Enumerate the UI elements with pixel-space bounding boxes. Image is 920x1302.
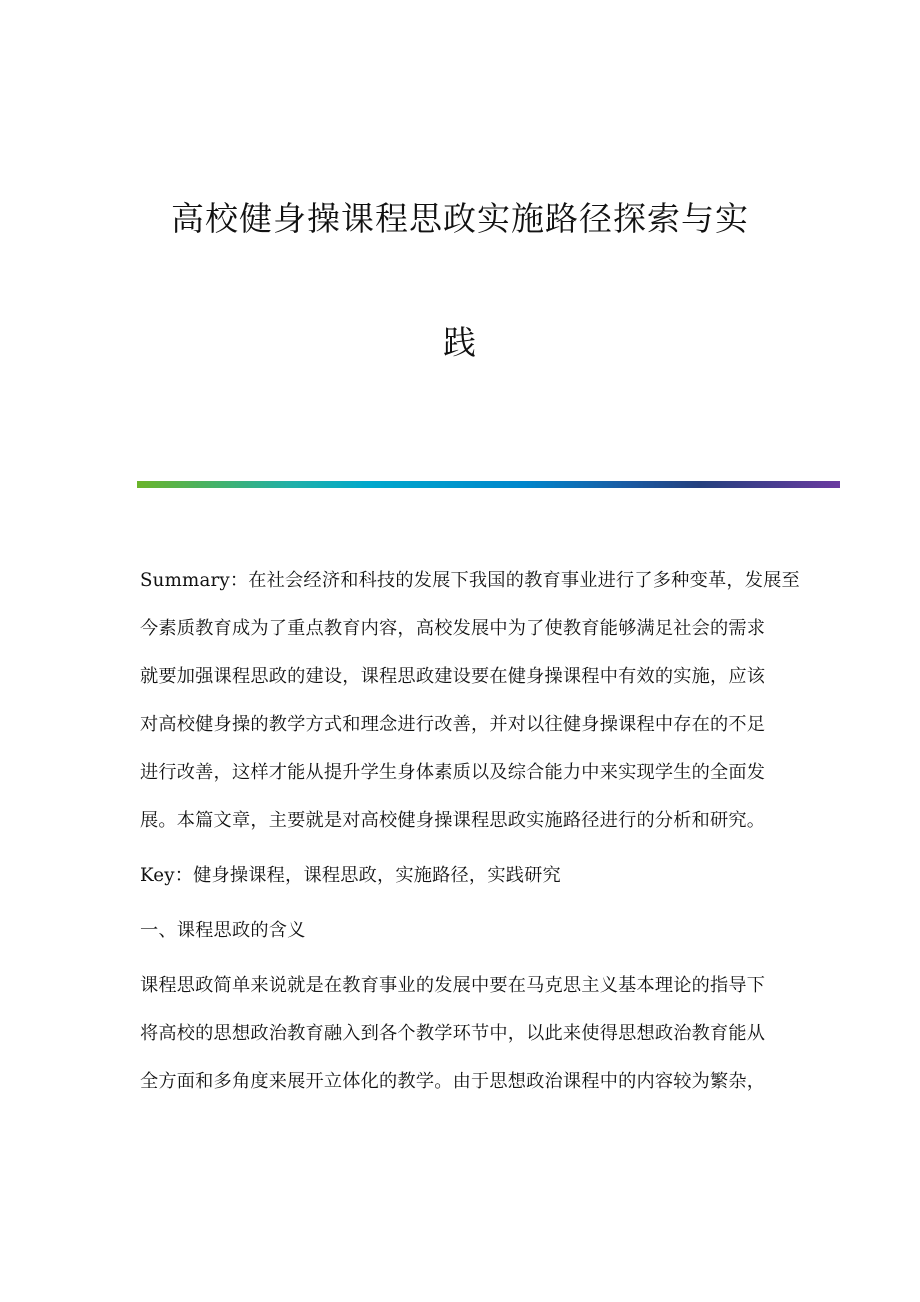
gradient-divider bbox=[137, 481, 840, 488]
section-heading: 一、课程思政的含义 bbox=[140, 920, 306, 941]
summary-line: 今素质教育成为了重点教育内容，高校发展中为了使教育能够满足社会的需求 bbox=[140, 618, 766, 639]
summary-line: 展。本篇文章，主要就是对高校健身操课程思政实施路径进行的分析和研究。 bbox=[140, 810, 766, 831]
summary-line: 就要加强课程思政的建设，课程思政建设要在健身操课程中有效的实施，应该 bbox=[140, 666, 766, 687]
body-line: 课程思政简单来说就是在教育事业的发展中要在马克思主义基本理论的指导下 bbox=[140, 975, 766, 996]
document-title-line-1: 高校健身操课程思政实施路径探索与实 bbox=[171, 199, 749, 238]
body-line: 将高校的思想政治教育融入到各个教学环节中，以此来使得思想政治教育能从 bbox=[140, 1023, 766, 1044]
summary-line: Summary：在社会经济和科技的发展下我国的教育事业进行了多种变革，发展至 bbox=[140, 570, 800, 591]
body-line: 全方面和多角度来展开立体化的教学。由于思想政治课程中的内容较为繁杂， bbox=[140, 1071, 766, 1092]
summary-line: 进行改善，这样才能从提升学生身体素质以及综合能力中来实现学生的全面发 bbox=[140, 762, 766, 783]
keywords: Key：健身操课程，课程思政，实施路径，实践研究 bbox=[140, 865, 561, 886]
document-title-line-2: 践 bbox=[443, 323, 477, 362]
summary-line: 对高校健身操的教学方式和理念进行改善，并对以往健身操课程中存在的不足 bbox=[140, 714, 766, 735]
